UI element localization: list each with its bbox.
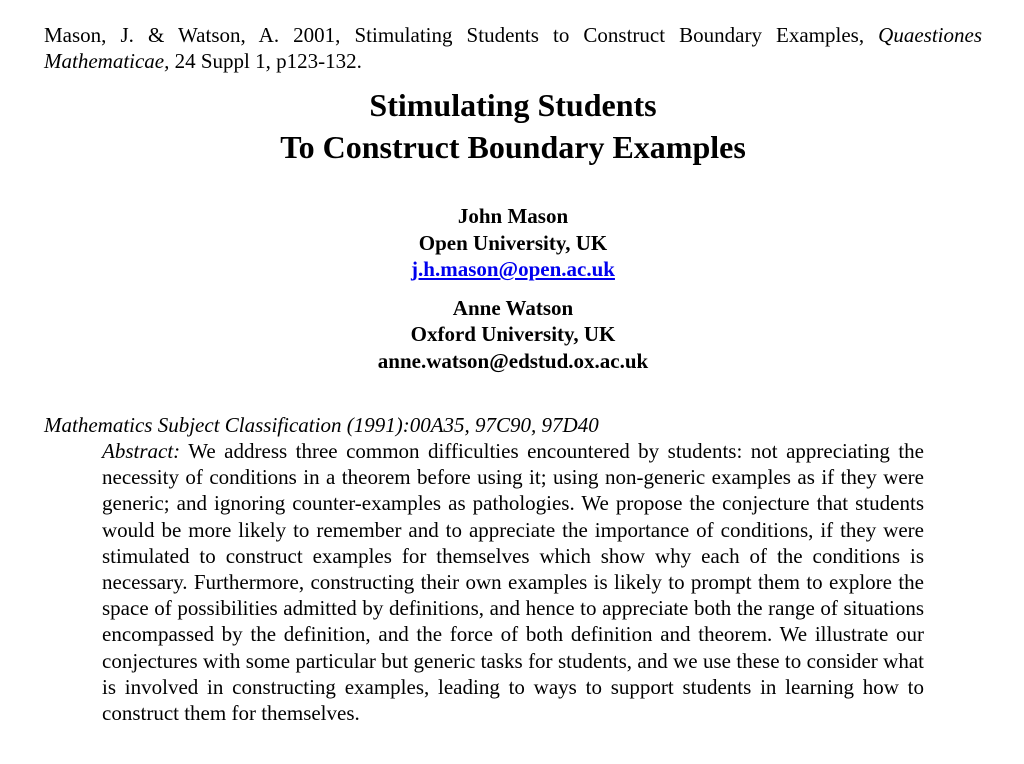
- author-email: anne.watson@edstud.ox.ac.uk: [377, 348, 649, 373]
- abstract-label: Abstract:: [102, 439, 181, 463]
- paper-title: [44, 84, 982, 168]
- author-block-mason: [44, 203, 982, 283]
- citation-details: 24 Suppl 1, p123-132.: [174, 49, 362, 73]
- author-block-watson: [44, 295, 982, 375]
- author-affiliation: Oxford University, UK: [410, 322, 616, 346]
- author-name: John Mason: [457, 204, 569, 228]
- title-line-2: To Construct Boundary Examples: [280, 129, 746, 165]
- author-name: Anne Watson: [452, 295, 574, 320]
- abstract-text: We address three common difficulties encountered by students: not appreciating the necessity of conditions in a theorem before using it; using non-generic examples as if they were generic; and ignoring counter-examples as pathologies. We propose the conjecture that students would be more likely to remember and to appreciate the importance of conditions, if they were stimulated to construct examples for themselves which show why each of the conditions is necessary. Furthermore, constructing their own examples is likely to prompt them to explore the space of possibilities admitted by definitions, and hence to appreciate both the range of situations encompassed by the definition, and the force of both definition and theorem. We illustrate our conjectures with some particular but generic tasks for students, and we use these to consider what is involved in constructing examples, leading to ways to support students in learning how to construct them for themselves.: [102, 439, 924, 726]
- citation: [44, 22, 982, 74]
- citation-journal: Quaestiones Mathematicae,: [44, 23, 982, 73]
- subject-classification: Mathematics Subject Classification (1991):00A35, 97C90, 97D40: [44, 413, 599, 437]
- abstract: [102, 438, 924, 726]
- citation-text: Mason, J. & Watson, A. 2001, Stimulating Students to Construct Boundary Examples,: [44, 23, 865, 47]
- author-affiliation: Open University, UK: [418, 230, 608, 255]
- author-email-link[interactable]: j.h.mason@open.ac.uk: [411, 257, 615, 281]
- title-line-1: Stimulating Students: [369, 87, 657, 123]
